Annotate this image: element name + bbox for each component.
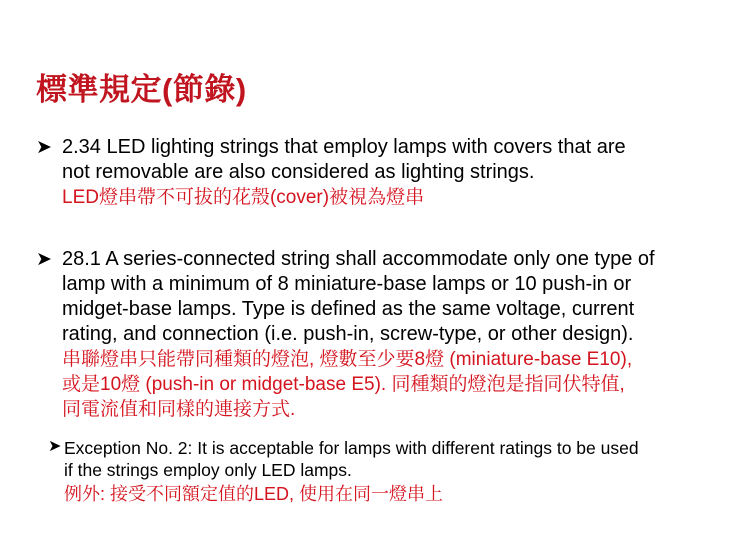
bullet-english-line: 2.34 LED lighting strings that employ lamps with covers that are [62, 136, 626, 158]
bullet-english-line: not removable are also considered as lighting strings. [62, 161, 535, 183]
arrow-bullet-icon: ➤ [48, 438, 62, 455]
bullet-text [62, 135, 726, 210]
bullet-english-line: midget-base lamps. Type is defined as the same voltage, current [62, 298, 635, 320]
bullet-text [62, 247, 726, 422]
sub-bullet-text [64, 437, 728, 508]
bullet-item-28-1 [36, 247, 726, 422]
sub-bullet-english-line: Exception No. 2: It is acceptable for lamps with different ratings to be used [64, 438, 639, 458]
bullet-item-2-34 [36, 135, 726, 210]
sub-bullet-chinese-translation: 例外: 接受不同額定值的LED, 使用在同一燈串上 [64, 484, 444, 504]
slide-title: 標準規定(節錄) [36, 72, 247, 107]
bullet-chinese-translation: 同電流值和同樣的連接方式. [62, 399, 296, 420]
bullet-english-line: rating, and connection (i.e. push-in, screw-type, or other design). [62, 323, 634, 345]
bullet-chinese-translation: 或是10燈 (push-in or midget-base E5). 同種類的燈泡是指同伏特值, [62, 374, 625, 395]
bullet-chinese-translation: 串聯燈串只能帶同種類的燈泡, 燈數至少要8燈 (miniature-base E10), [62, 349, 633, 370]
bullet-chinese-translation: LED燈串帶不可拔的花殼(cover)被視為燈串 [62, 187, 425, 208]
sub-bullet-english-line: if the strings employ only LED lamps. [64, 460, 352, 480]
sub-bullet-exception-2 [48, 437, 728, 508]
arrow-bullet-icon: ➤ [36, 249, 52, 270]
bullet-english-line: lamp with a minimum of 8 miniature-base lamps or 10 push-in or [62, 273, 632, 295]
bullet-english-line: 28.1 A series-connected string shall accommodate only one type of [62, 248, 655, 270]
arrow-bullet-icon: ➤ [36, 137, 52, 158]
